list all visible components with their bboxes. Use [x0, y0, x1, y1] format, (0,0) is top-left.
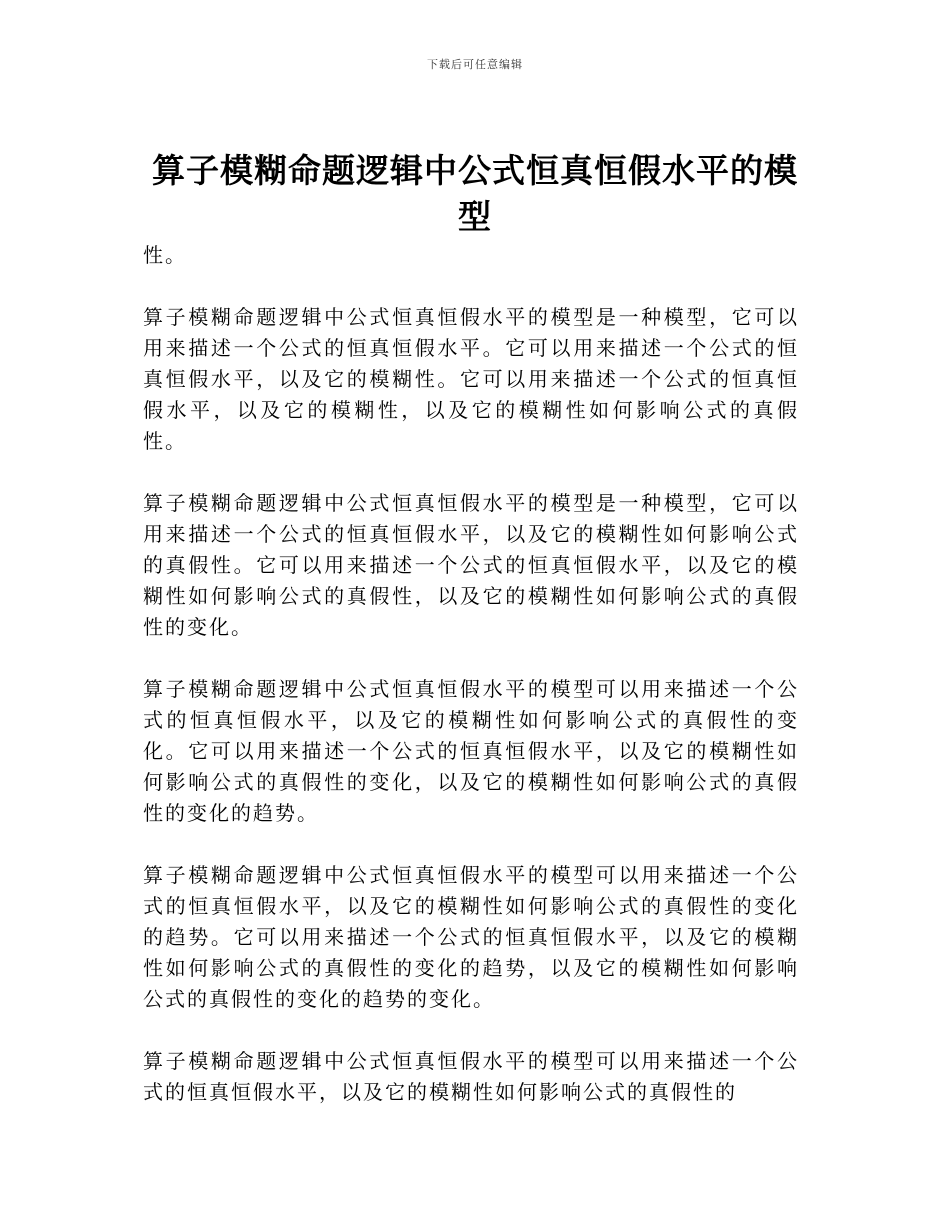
body-paragraph-2: 算子模糊命题逻辑中公式恒真恒假水平的模型是一种模型，它可以用来描述一个公式的恒真恒假水平，以及它的模糊性如何影响公式的真假性。它可以用来描述一个公式的恒真恒假水平，以及它的模糊性如何影响公式的真假性，以及它的模糊性如何影响公式的真假性的变化。 — [143, 491, 799, 639]
body-paragraph-1: 算子模糊命题逻辑中公式恒真恒假水平的模型是一种模型，它可以用来描述一个公式的恒真恒假水平。它可以用来描述一个公式的恒真恒假水平，以及它的模糊性。它可以用来描述一个公式的恒真恒假水平，以及它的模糊性，以及它的模糊性如何影响公式的真假性。 — [143, 305, 799, 453]
document-title: 算子模糊命题逻辑中公式恒真恒假水平的模型 — [152, 151, 798, 236]
body-paragraph-5: 算子模糊命题逻辑中公式恒真恒假水平的模型可以用来描述一个公式的恒真恒假水平，以及它的模糊性如何影响公式的真假性的 — [143, 1049, 799, 1104]
body-paragraph-3: 算子模糊命题逻辑中公式恒真恒假水平的模型可以用来描述一个公式的恒真恒假水平，以及它的模糊性如何影响公式的真假性的变化。它可以用来描述一个公式的恒真恒假水平，以及它的模糊性如何影响公式的真假性的变化，以及它的模糊性如何影响公式的真假性的变化的趋势。 — [143, 677, 799, 825]
lead-fragment: 性。 — [143, 243, 187, 267]
page-header-note: 下载后可任意编辑 — [427, 58, 523, 71]
document-body — [143, 240, 799, 1139]
body-paragraph-4: 算子模糊命题逻辑中公式恒真恒假水平的模型可以用来描述一个公式的恒真恒假水平，以及它的模糊性如何影响公式的真假性的变化的趋势。它可以用来描述一个公式的恒真恒假水平，以及它的模糊性如何影响公式的真假性的变化的趋势，以及它的模糊性如何影响公式的真假性的变化的趋势的变化。 — [143, 863, 799, 1011]
